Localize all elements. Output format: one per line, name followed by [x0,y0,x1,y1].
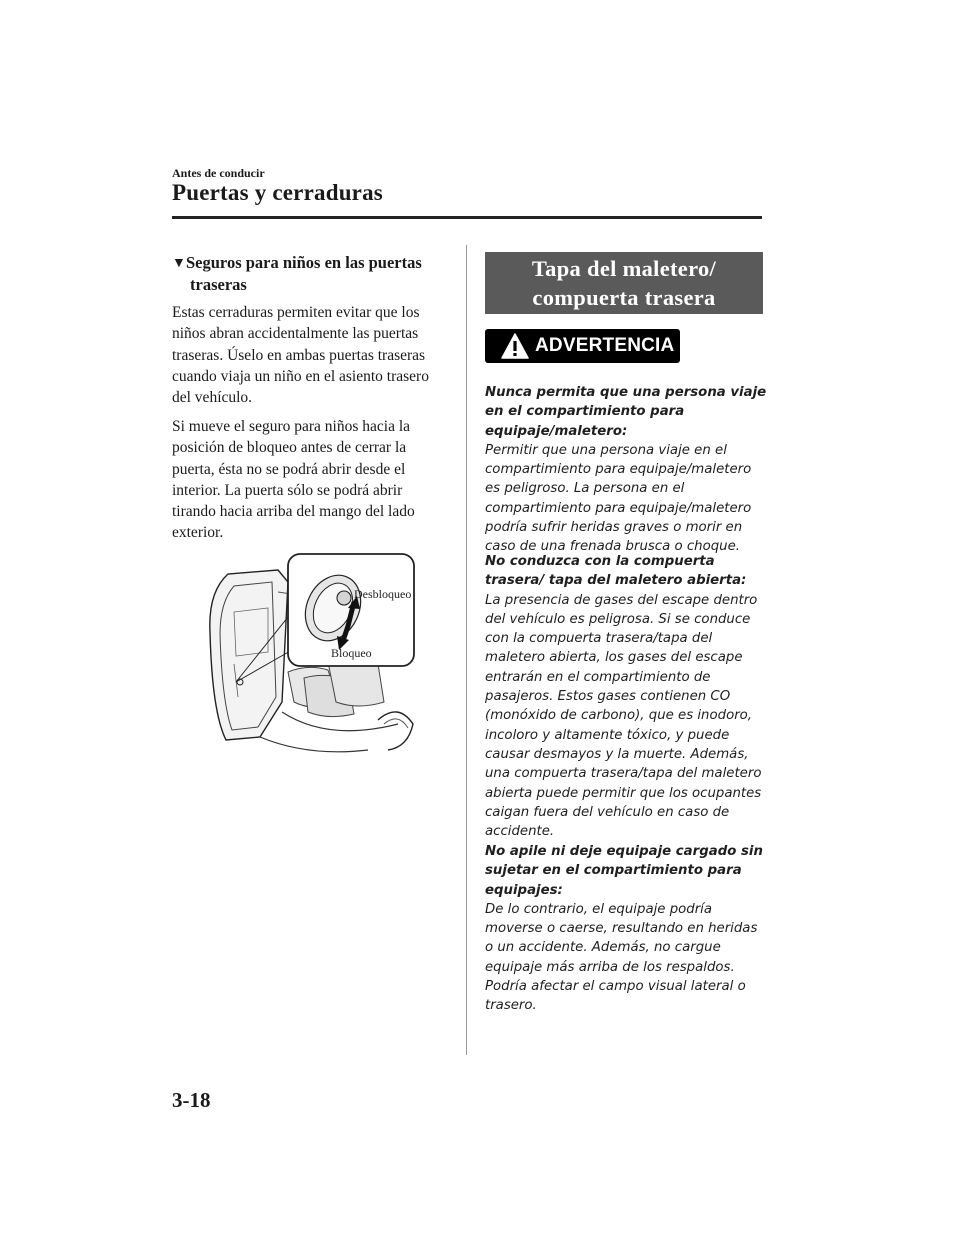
section-banner [485,252,763,314]
paragraph-child-lock-usage: Si mueve el seguro para niños hacia la posición de bloqueo antes de cerrar la puerta, ésta no se podrá abrir desde el interior. La puerta sólo se podrá abrir tirando hacia arriba del mango del lado exterior. [172,418,415,542]
sub-heading-line1: Seguros para niños en las puertas [186,253,422,272]
lock-label: Bloqueo [331,646,372,660]
warning-body: Permitir que una persona viaje en el compartimiento para equipaje/maletero es peligroso. La persona en el compartimiento para equipaje/maletero podría sufrir heridas graves o morir en caso de una frenada brusca o choque. [485,442,752,555]
breadcrumb: Antes de conducir [172,166,265,180]
triangle-down-icon: ▼ [172,256,186,271]
warning-heading: Nunca permita que una persona viaje en el compartimiento para equipaje/maletero: [485,385,767,439]
warning-body: La presencia de gases del escape dentro del vehículo es peligrosa. Si se conduce con la compuerta trasera/tapa del maletero abierta, los gases del escape entrarán en el compartimiento de pasajeros. Estos gases contienen CO (monóxido de carbono), que es inodoro, incoloro y altamente tóxico, y puede causar desmayos y la muerte. Además, una compuerta trasera/tapa del maletero abierta puede permitir que los ocupantes caigan fuera del vehículo en caso de accidente. [485,592,762,840]
section-title-line2: compuerta trasera [532,285,716,310]
warning-triangle-icon [501,332,529,360]
warning-heading: No conduzca con la compuerta trasera/ tapa del maletero abierta: [485,554,747,589]
door-lock-diagram [208,552,418,762]
header-rule [172,216,762,219]
unlock-label: Desbloqueo [354,587,412,601]
paragraph-child-lock-purpose: Estas cerraduras permiten evitar que los niños abran accidentalmente las puertas traseras. Úselo en ambas puertas traseras cuando viaja un niño en el asiento trasero del vehículo. [172,304,429,407]
warning-badge [485,329,680,363]
chapter-title: Puertas y cerraduras [172,180,383,205]
warning-heading: No apile ni deje equipaje cargado sin sujetar en el compartimiento para equipajes: [485,844,763,898]
column-divider [466,245,467,1055]
warning-item [485,552,767,841]
page-number: 3-18 [172,1088,211,1112]
warning-item [485,383,767,557]
sub-heading-line2: traseras [190,275,247,294]
warning-body: De lo contrario, el equipaje podría moverse o caerse, resultando en heridas o un accidente. Además, no cargue equipaje más arriba de los respaldos. Podría afectar el campo visual lateral o trasero. [485,901,758,1014]
section-title-line1: Tapa del maletero/ [531,256,717,281]
warning-item [485,842,767,1016]
child-lock-illustration [208,552,418,762]
sub-heading [172,252,442,295]
warning-label: ADVERTENCIA [535,335,675,356]
